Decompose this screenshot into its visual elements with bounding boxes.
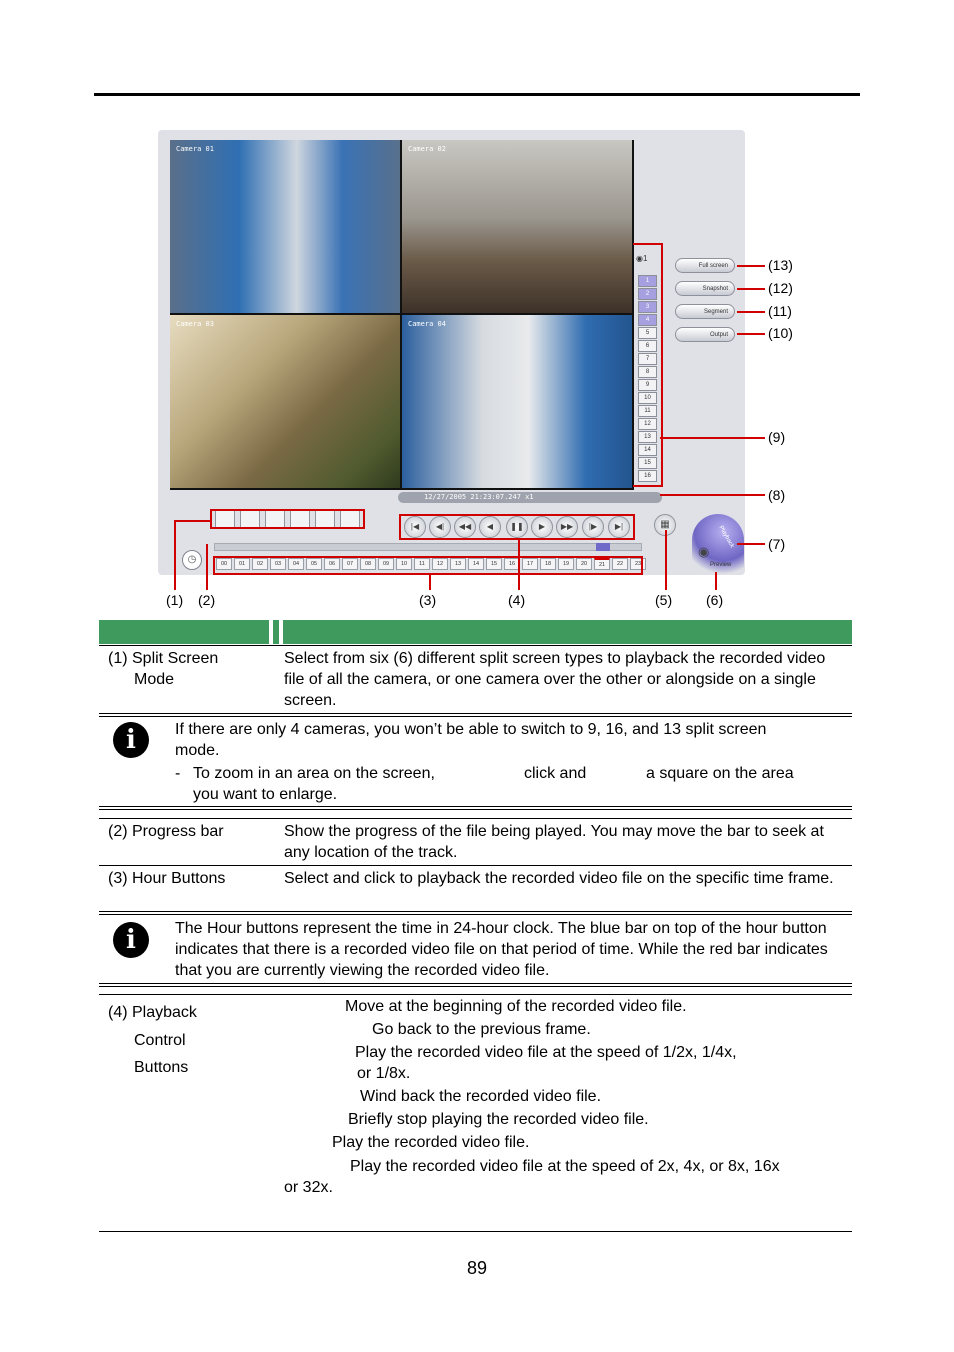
callout-2: (2) (198, 592, 216, 608)
row-name-playback (108, 1002, 197, 1078)
camera-view-4 (402, 315, 632, 488)
callout-12: (12) (768, 280, 793, 296)
camera-number-button[interactable]: 1 (638, 275, 657, 287)
note-bullet-part: click and (524, 765, 587, 782)
next-frame-button[interactable]: |▶ (582, 516, 604, 538)
leader-line-1 (174, 520, 176, 590)
go-to-start-button[interactable]: |◀ (404, 516, 426, 538)
row-name-progress-bar: (2) Progress bar (108, 823, 224, 840)
table-rule (99, 865, 852, 866)
playback-desc-line: Briefly stop playing the recorded video file. (348, 1111, 649, 1128)
leader-line-3 (429, 575, 431, 590)
note-bullet-dash: - (175, 765, 181, 782)
table-header-right (273, 620, 279, 644)
hour-button[interactable]: 14 (468, 558, 484, 570)
leader-line-11 (737, 311, 765, 313)
table-header-left (99, 620, 269, 644)
slow-play-button[interactable]: ◀◀ (454, 516, 476, 538)
pause-button[interactable]: ❚❚ (506, 516, 528, 538)
full-screen-button[interactable]: Full screen (675, 258, 735, 273)
row-name-line: Control (134, 1032, 186, 1049)
row-name-line: (4) Playback (108, 1004, 197, 1021)
camera-view-3 (170, 315, 400, 488)
callout-box-camnums (633, 243, 663, 487)
hour-button[interactable]: 01 (234, 558, 250, 570)
camera-view-2 (402, 140, 632, 313)
leader-line-4 (518, 540, 520, 590)
camera-view-1 (170, 140, 400, 313)
timestamp-display: 12/27/2005 21:23:07.247 x1 (398, 492, 662, 503)
hour-button[interactable]: 05 (306, 558, 322, 570)
output-button[interactable]: Output (675, 327, 735, 342)
hour-button[interactable]: 20 (576, 558, 592, 570)
row-name-line: Buttons (134, 1059, 189, 1076)
playback-desc-line: or 32x. (284, 1179, 333, 1196)
camera-number-button[interactable]: 16 (638, 470, 657, 482)
row-desc-progress-bar: Show the progress of the file being played. You may move the bar to seek at any location of the track. (284, 823, 824, 861)
info-icon: i (113, 722, 149, 758)
table-rule (99, 809, 852, 810)
leader-line-6 (715, 572, 717, 590)
table-rule (99, 818, 852, 819)
hour-button[interactable]: 12 (432, 558, 448, 570)
playback-desc-line: Go back to the previous frame. (372, 1021, 591, 1038)
hour-button[interactable]: 07 (342, 558, 358, 570)
row-desc-hour-buttons: Select and click to playback the recorded video file on the specific time frame. (284, 870, 834, 887)
hour-button[interactable]: 23 (630, 558, 646, 570)
callout-13: (13) (768, 257, 793, 273)
note-text: The Hour buttons represent the time in 24-hour clock. The blue bar on top of the hour button indicates that there is a recorded video file on that period of time. While the red bar indicates that you are currently viewing the recorded video file. (175, 920, 828, 979)
hour-button[interactable]: 03 (270, 558, 286, 570)
callout-7: (7) (768, 536, 786, 552)
callout-10: (10) (768, 325, 793, 341)
table-rule (99, 994, 852, 995)
progress-bar[interactable] (214, 543, 642, 551)
leader-line-2 (206, 544, 208, 590)
playback-label: Playback (717, 524, 735, 550)
playback-desc-line: Move at the beginning of the recorded video file. (345, 998, 687, 1015)
table-rule (99, 911, 852, 912)
snapshot-button[interactable]: Snapshot (675, 281, 735, 296)
table-rule (99, 645, 852, 646)
row-name-hour-buttons: (3) Hour Buttons (108, 870, 226, 887)
hour-button[interactable]: 22 (612, 558, 628, 570)
camera-number-button[interactable]: 9 (638, 379, 657, 391)
hour-button[interactable]: 18 (540, 558, 556, 570)
note-bullet-part: a square on the area (646, 765, 794, 782)
segment-button[interactable]: Segment (675, 304, 735, 319)
table-header-main (283, 620, 852, 644)
callout-box-playback (399, 514, 635, 540)
leader-line-5 (665, 530, 667, 590)
hour-button[interactable]: 06 (324, 558, 340, 570)
hour-button[interactable]: 09 (378, 558, 394, 570)
camera-label: Camera 02 (408, 145, 446, 153)
playback-desc-line: or 1/8x. (357, 1065, 411, 1082)
playback-desc-line: Play the recorded video file. (332, 1134, 530, 1151)
callout-1: (1) (166, 592, 184, 608)
hour-button[interactable]: 00 (216, 558, 232, 570)
hour-button[interactable]: 17 (522, 558, 538, 570)
camera-number-button[interactable]: 2 (638, 288, 657, 300)
hour-button[interactable]: 08 (360, 558, 376, 570)
leader-line-7 (737, 543, 765, 545)
hour-button[interactable]: 21 (594, 558, 610, 570)
callout-box-hours (213, 556, 643, 575)
header-rule (94, 93, 860, 96)
fast-forward-button[interactable]: ▶▶ (556, 516, 578, 538)
callout-5: (5) (655, 592, 673, 608)
go-to-end-button[interactable]: ▶| (608, 516, 630, 538)
camera-label: Camera 04 (408, 320, 446, 328)
playback-desc-line: Play the recorded video file at the speed of 1/2x, 1/4x, (355, 1044, 737, 1061)
table-rule (99, 713, 852, 714)
callout-box-split (210, 509, 365, 529)
leader-line-8 (660, 494, 765, 496)
leader-line-13 (737, 265, 765, 267)
camera-number-button[interactable]: 10 (638, 392, 657, 404)
leader-line-10 (737, 333, 765, 335)
camera-number-button[interactable]: 11 (638, 405, 657, 417)
camera-number-button[interactable]: 5 (638, 327, 657, 339)
hour-button[interactable]: 02 (252, 558, 268, 570)
table-rule (99, 806, 852, 807)
camera-label: Camera 01 (176, 145, 214, 153)
table-rule (99, 716, 852, 717)
page-number: 89 (466, 1258, 488, 1278)
playback-desc-line: Wind back the recorded video file. (360, 1088, 602, 1105)
row-name-line: (1) Split Screen (108, 650, 219, 667)
calendar-icon[interactable]: ▦ (654, 514, 676, 536)
callout-4: (4) (508, 592, 526, 608)
table-rule (99, 986, 852, 987)
rewind-button[interactable]: ◀ (479, 516, 501, 538)
preview-label[interactable]: Preview (710, 562, 732, 568)
row-name-split-screen (108, 648, 278, 690)
hour-button[interactable]: 10 (396, 558, 412, 570)
footer-rule (99, 1231, 852, 1232)
callout-3: (3) (419, 592, 437, 608)
camera-number-button[interactable]: 6 (638, 340, 657, 352)
hour-button[interactable]: 04 (288, 558, 304, 570)
note-text: If there are only 4 cameras, you won’t be able to switch to 9, 16, and 13 split screen mode. (175, 721, 767, 759)
row-desc-split-screen: Select from six (6) different split screen types to playback the recorded video file of all the camera, or one camera over the other or alongside on a single screen. (284, 650, 826, 709)
camera-number-button[interactable]: 14 (638, 444, 657, 456)
callout-11: (11) (768, 303, 792, 319)
camera-number-button[interactable]: 7 (638, 353, 657, 365)
hour-button[interactable]: 11 (414, 558, 430, 570)
callout-9: (9) (768, 429, 786, 445)
clock-icon: ◷ (182, 550, 202, 570)
eye-icon: ◉ (698, 544, 710, 559)
hour-button[interactable]: 19 (558, 558, 574, 570)
camera-number-button[interactable]: 15 (638, 457, 657, 469)
camera-number-button[interactable]: 3 (638, 301, 657, 313)
note-bullet-part: To zoom in an area on the screen, (193, 765, 435, 782)
leader-line-12 (737, 288, 765, 290)
previous-frame-button[interactable]: ◀| (429, 516, 451, 538)
info-icon: i (113, 922, 149, 958)
note-bullet-part: you want to enlarge. (193, 786, 338, 803)
row-name-line: Mode (134, 671, 175, 688)
camera-number-button[interactable]: 8 (638, 366, 657, 378)
hour-button[interactable]: 16 (504, 558, 520, 570)
camera-number-button[interactable]: 12 (638, 418, 657, 430)
table-rule (99, 914, 852, 915)
progress-handle[interactable] (596, 543, 610, 551)
camera-label: Camera 03 (176, 320, 214, 328)
leader-line-1h (174, 520, 211, 522)
hour-button[interactable]: 13 (450, 558, 466, 570)
leader-line-9 (660, 437, 765, 439)
table-rule (99, 983, 852, 984)
camera-number-button[interactable]: 13 (638, 431, 657, 443)
hour-button[interactable]: 15 (486, 558, 502, 570)
play-button[interactable]: ▶ (531, 516, 553, 538)
callout-6: (6) (706, 592, 724, 608)
camera-number-button[interactable]: 4 (638, 314, 657, 326)
callout-8: (8) (768, 487, 786, 503)
camera-select-icon[interactable]: ◉1 (636, 254, 648, 263)
video-area (170, 140, 634, 490)
playback-desc-line: Play the recorded video file at the speed of 2x, 4x, or 8x, 16x (350, 1158, 780, 1175)
